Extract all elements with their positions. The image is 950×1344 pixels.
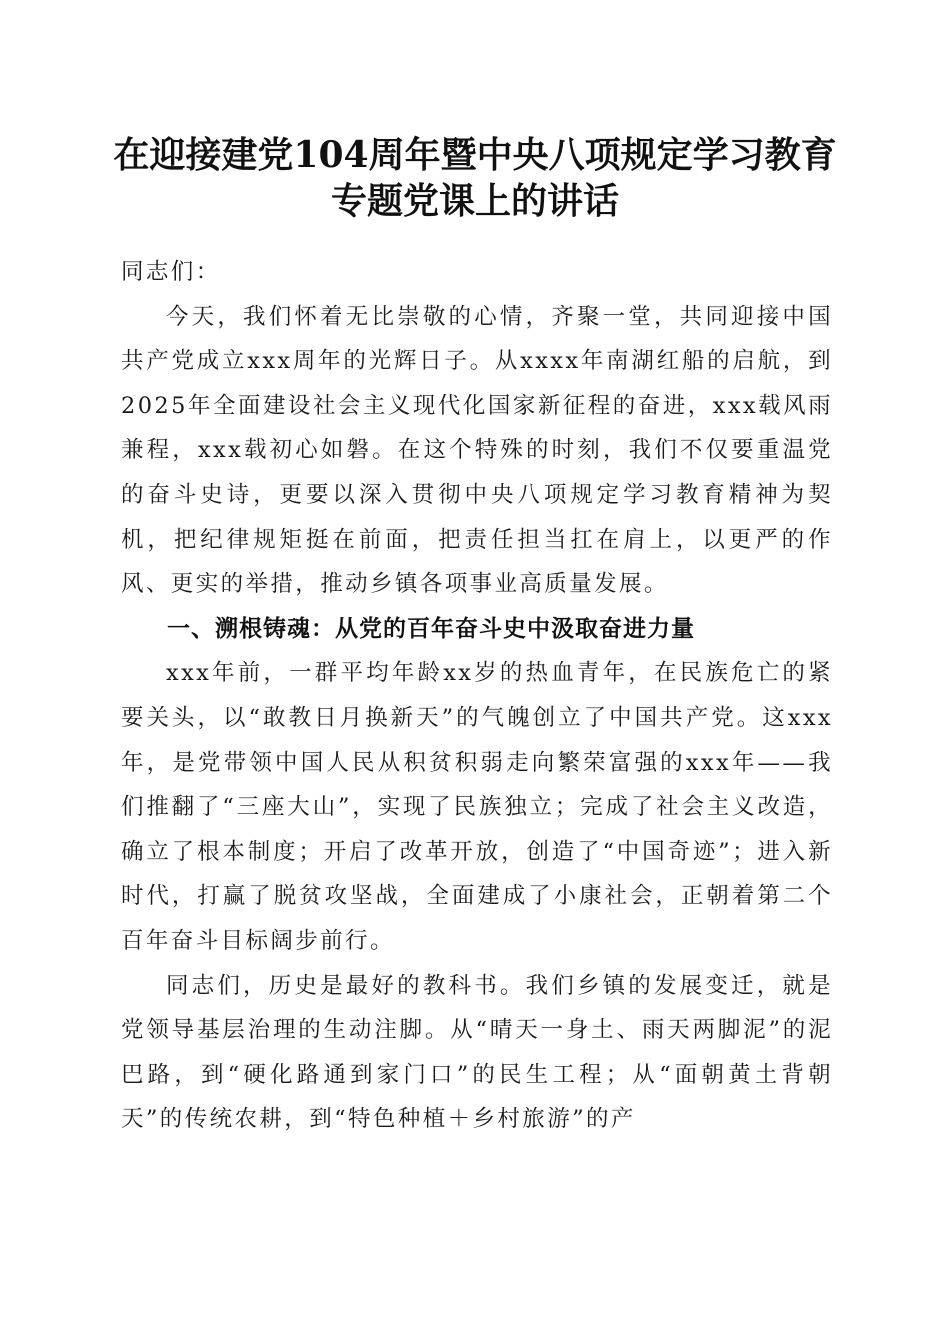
section-heading-1: 一、溯根铸魂：从党的百年奋斗史中汲取奋进力量 (167, 615, 695, 642)
paragraph-township: 同志们，历史是最好的教科书。我们乡镇的发展变迁，就是党领导基层治理的生动注脚。从“晴天一身土、雨天两脚泥”的泥巴路，到“硬化路通到家门口”的民生工程；从“面朝黄土背朝天”的传统农耕，到“特色种植＋乡村旅游”的产 (121, 972, 833, 1133)
document-title (100, 132, 850, 224)
title-line-2: 专题党课上的讲话 (330, 180, 619, 222)
paragraph-history: xxx年前，一群平均年龄xx岁的热血青年，在民族危亡的紧要关头，以“敢教日月换新天”的气魄创立了中国共产党。这xxx年，是党带领中国人民从积贫积弱走向繁荣富强的xxx年——我们推翻了“三座大山”，实现了民族独立；完成了社会主义改造，确立了根本制度；开启了改革开放，创造了“中国奇迹”；进入新时代，打赢了脱贫攻坚战，全面建成了小康社会，正朝着第二个百年奋斗目标阔步前行。 (121, 660, 833, 954)
title-line-1: 在迎接建党104周年暨中央八项规定学习教育 (113, 134, 837, 176)
paragraph-intro: 今天，我们怀着无比崇敬的心情，齐聚一堂，共同迎接中国共产党成立xxx周年的光辉日子。从xxxx年南湖红船的启航，到2025年全面建设社会主义现代化国家新征程的奋进，xxx载风雨兼程，xxx载初心如磐。在这个特殊的时刻，我们不仅要重温党的奋斗史诗，更要以深入贯彻中央八项规定学习教育精神为契机，把纪律规矩挺在前面，把责任担当扛在肩上，以更严的作风、更实的举措，推动乡镇各项事业高质量发展。 (121, 303, 833, 598)
salutation: 同志们： (121, 259, 221, 285)
document-body (121, 250, 833, 1142)
